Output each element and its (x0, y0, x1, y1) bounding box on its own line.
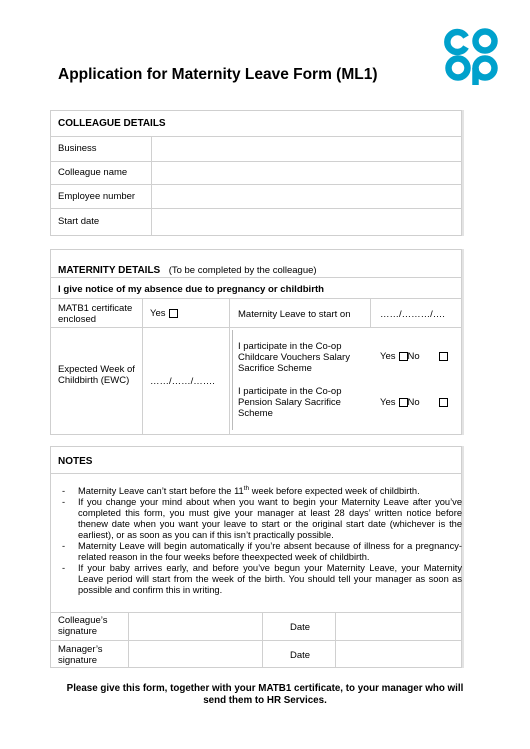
maternity-details-heading-row (58, 260, 317, 278)
colleague-signature-label: Colleague’s signature (58, 615, 108, 637)
leave-start-date-field[interactable]: ……/………/…. (380, 309, 445, 320)
ewc-date-field[interactable]: ……/……/……. (150, 376, 215, 387)
notes-heading: NOTES (58, 456, 93, 467)
manager-date-label: Date (290, 650, 311, 661)
pension-no-label: No (407, 397, 420, 408)
footer-instruction: Please give this form, together with your MATB1 certificate, to your manager who will send them to HR Services. (66, 683, 464, 706)
manager-signature-field[interactable] (130, 642, 260, 666)
matb1-yes-label: Yes (150, 308, 166, 319)
start-date-label: Start date (58, 216, 100, 227)
pension-yes-no[interactable] (380, 397, 458, 408)
business-label: Business (58, 143, 97, 154)
note-item: - Maternity Leave will begin automatically if you’re absent because of illness for a pregnancy-related reason in the four weeks before theexpected week of childbirth. (62, 541, 462, 563)
note-item: - If your baby arrives early, and before you’ve begun your Maternity Leave, your Maternity Leave period will start from the week of the birth. You should tell your manager as soon as possible and confirm this in writing. (62, 563, 462, 596)
colleague-date-label: Date (290, 622, 311, 633)
co-op-logo (442, 25, 502, 85)
pension-scheme-text: I participate in the Co-op Pension Salary Sacrifice Scheme (238, 386, 342, 419)
childcare-yes-no[interactable] (380, 351, 458, 362)
matb1-label: MATB1 certificate enclosed (58, 303, 133, 325)
pension-yes-label: Yes (380, 397, 396, 408)
matb1-yes-checkbox[interactable] (169, 309, 178, 318)
matb1-yes-option[interactable] (150, 308, 178, 319)
start-date-field[interactable] (153, 210, 460, 234)
childcare-yes-checkbox[interactable] (399, 352, 408, 361)
note-item: - Maternity Leave can’t start before the 11th week before expected week of childbirth. (62, 486, 462, 497)
pension-yes-checkbox[interactable] (399, 398, 408, 407)
colleague-name-field[interactable] (153, 162, 460, 183)
childcare-no-checkbox[interactable] (439, 352, 448, 361)
maternity-details-note: (To be completed by the colleague) (168, 265, 317, 276)
childcare-yes-label: Yes (380, 351, 396, 362)
pension-no-checkbox[interactable] (439, 398, 448, 407)
childcare-no-label: No (407, 351, 420, 362)
colleague-signature-field[interactable] (130, 614, 260, 639)
employee-number-label: Employee number (58, 191, 136, 202)
childcare-scheme-text: I participate in the Co-op Childcare Vouchers Salary Sacrifice Scheme (238, 341, 350, 374)
colleague-details-heading: COLLEAGUE DETAILS (58, 118, 166, 129)
colleague-date-field[interactable] (337, 614, 460, 639)
notes-list (62, 486, 462, 596)
ewc-label: Expected Week of Childbirth (EWC) (58, 364, 135, 386)
notice-statement: I give notice of my absence due to pregnancy or childbirth (58, 284, 325, 295)
employee-number-field[interactable] (153, 186, 460, 207)
leave-start-label: Maternity Leave to start on (238, 309, 351, 320)
colleague-name-label: Colleague name (58, 167, 128, 178)
maternity-details-heading: MATERNITY DETAILS (58, 265, 161, 276)
note-item: - If you change your mind about when you want to begin your Maternity Leave after you’ve completed this form, you must give your manager at least 28 days’ written notice before thenew date when you want your leave to start or the original start date (whichever is the earliest), or as soon as you can if this isn’t practically possible. (62, 497, 462, 541)
business-field[interactable] (153, 138, 460, 160)
page-title: Application for Maternity Leave Form (ML1) (58, 66, 378, 83)
manager-signature-label: Manager’s signature (58, 644, 103, 666)
manager-date-field[interactable] (337, 642, 460, 666)
